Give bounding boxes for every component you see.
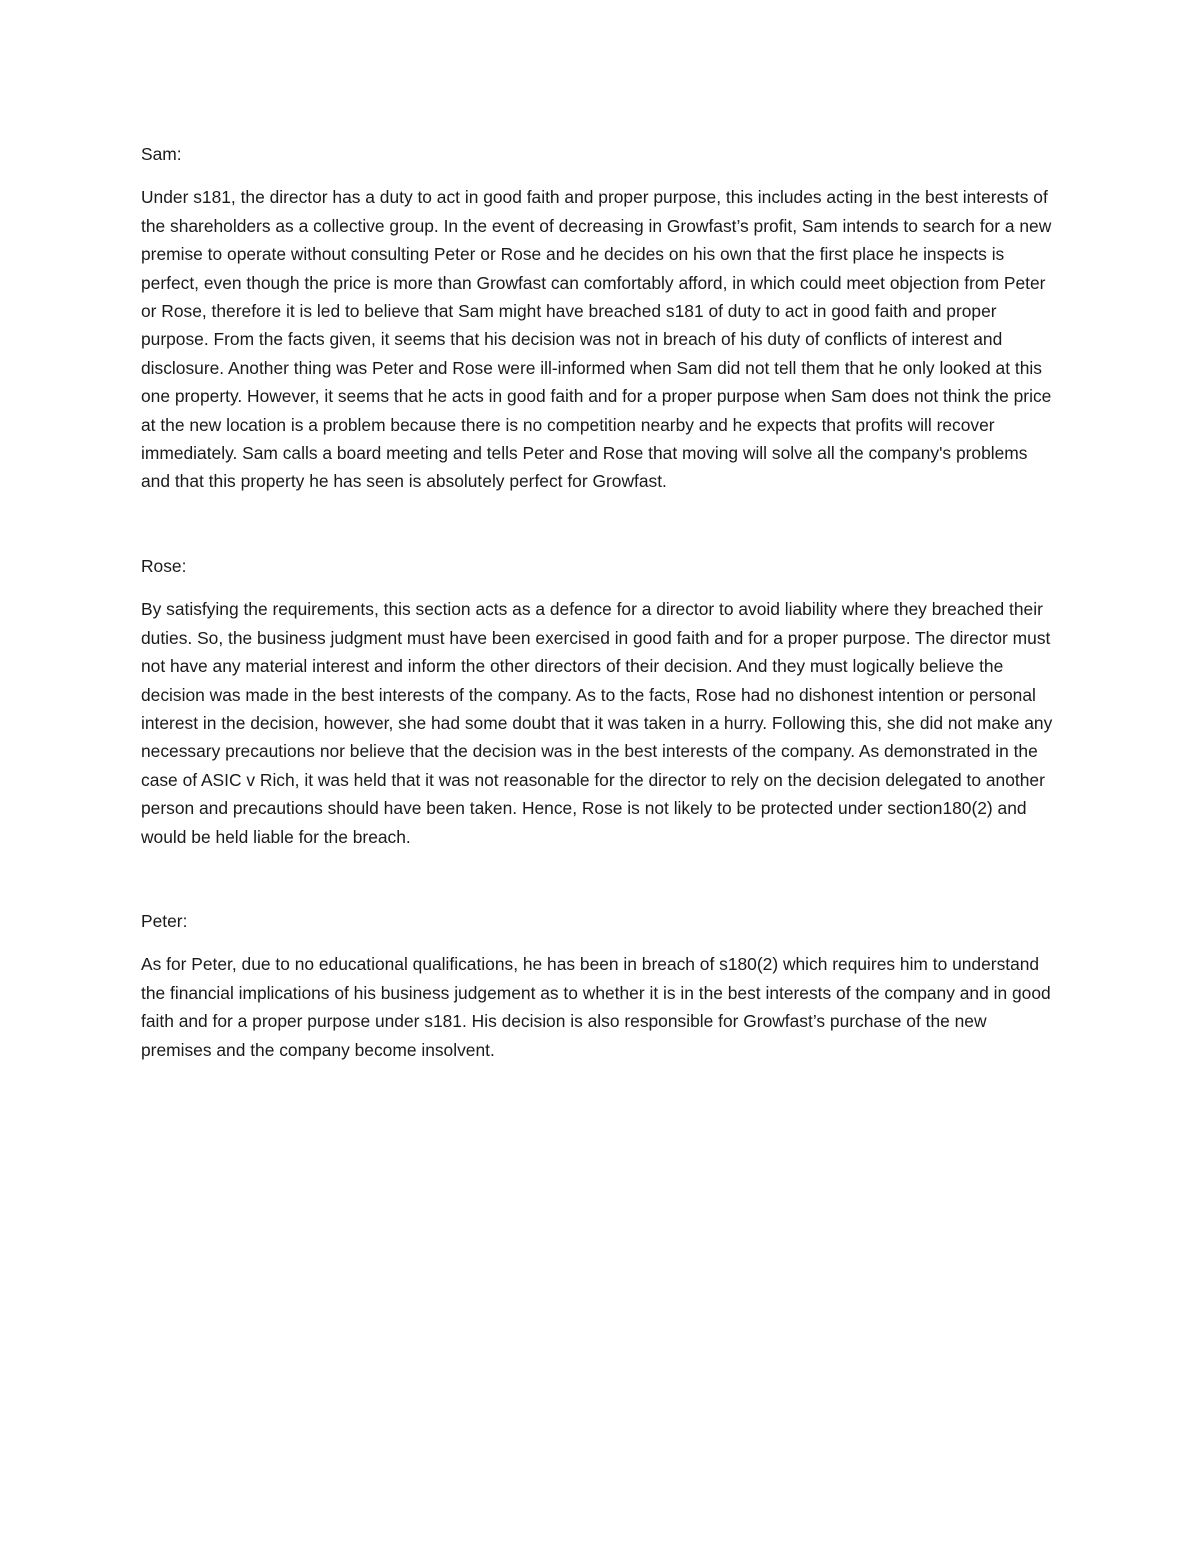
section-body-peter: As for Peter, due to no educational qualifications, he has been in breach of s180(2) which requires him to understand the financial implications of his business judgement as to whether it is in the best interests of the company and in good faith and for a proper purpose under s181. His decision is also responsible for Growfast’s purchase of the new premises and the company become insolvent. bbox=[141, 954, 1051, 1060]
section-rose bbox=[141, 552, 1059, 851]
section-sam bbox=[141, 140, 1059, 496]
section-heading-rose: Rose: bbox=[141, 555, 187, 576]
section-heading-peter: Peter: bbox=[141, 910, 188, 931]
section-body-sam: Under s181, the director has a duty to act in good faith and proper purpose, this includes acting in the best interests of the shareholders as a collective group. In the event of decreasing in Growfast’s profit, Sam intends to search for a new premise to operate without consulting Peter or Rose and he decides on his own that the first place he inspects is perfect, even though the price is more than Growfast can comfortably afford, in which could meet objection from Peter or Rose, therefore it is led to believe that Sam might have breached s181 of duty to act in good faith and proper purpose. From the facts given, it seems that his decision was not in breach of his duty of conflicts of interest and disclosure. Another thing was Peter and Rose were ill-informed when Sam did not tell them that he only looked at this one property. However, it seems that he acts in good faith and for a proper purpose when Sam does not think the price at the new location is a problem because there is no competition nearby and he expects that profits will recover immediately. Sam calls a board meeting and tells Peter and Rose that moving will solve all the company's problems and that this property he has seen is absolutely perfect for Growfast. bbox=[141, 187, 1052, 492]
section-body-rose: By satisfying the requirements, this section acts as a defence for a director to avoid liability where they breached their duties. So, the business judgment must have been exercised in good faith and for a proper purpose. The director must not have any material interest and inform the other directors of their decision. And they must logically believe the decision was made in the best interests of the company. As to the facts, Rose had no dishonest intention or personal interest in the decision, however, she had some doubt that it was taken in a hurry. Following this, she did not make any necessary precautions nor believe that the decision was in the best interests of the company. As demonstrated in the case of ASIC v Rich, it was held that it was not reasonable for the director to rely on the decision delegated to another person and precautions should have been taken. Hence, Rose is not likely to be protected under section180(2) and would be held liable for the breach. bbox=[141, 599, 1053, 847]
section-heading-sam: Sam: bbox=[141, 144, 182, 164]
section-peter bbox=[141, 907, 1059, 1064]
document-content bbox=[141, 140, 1059, 1064]
